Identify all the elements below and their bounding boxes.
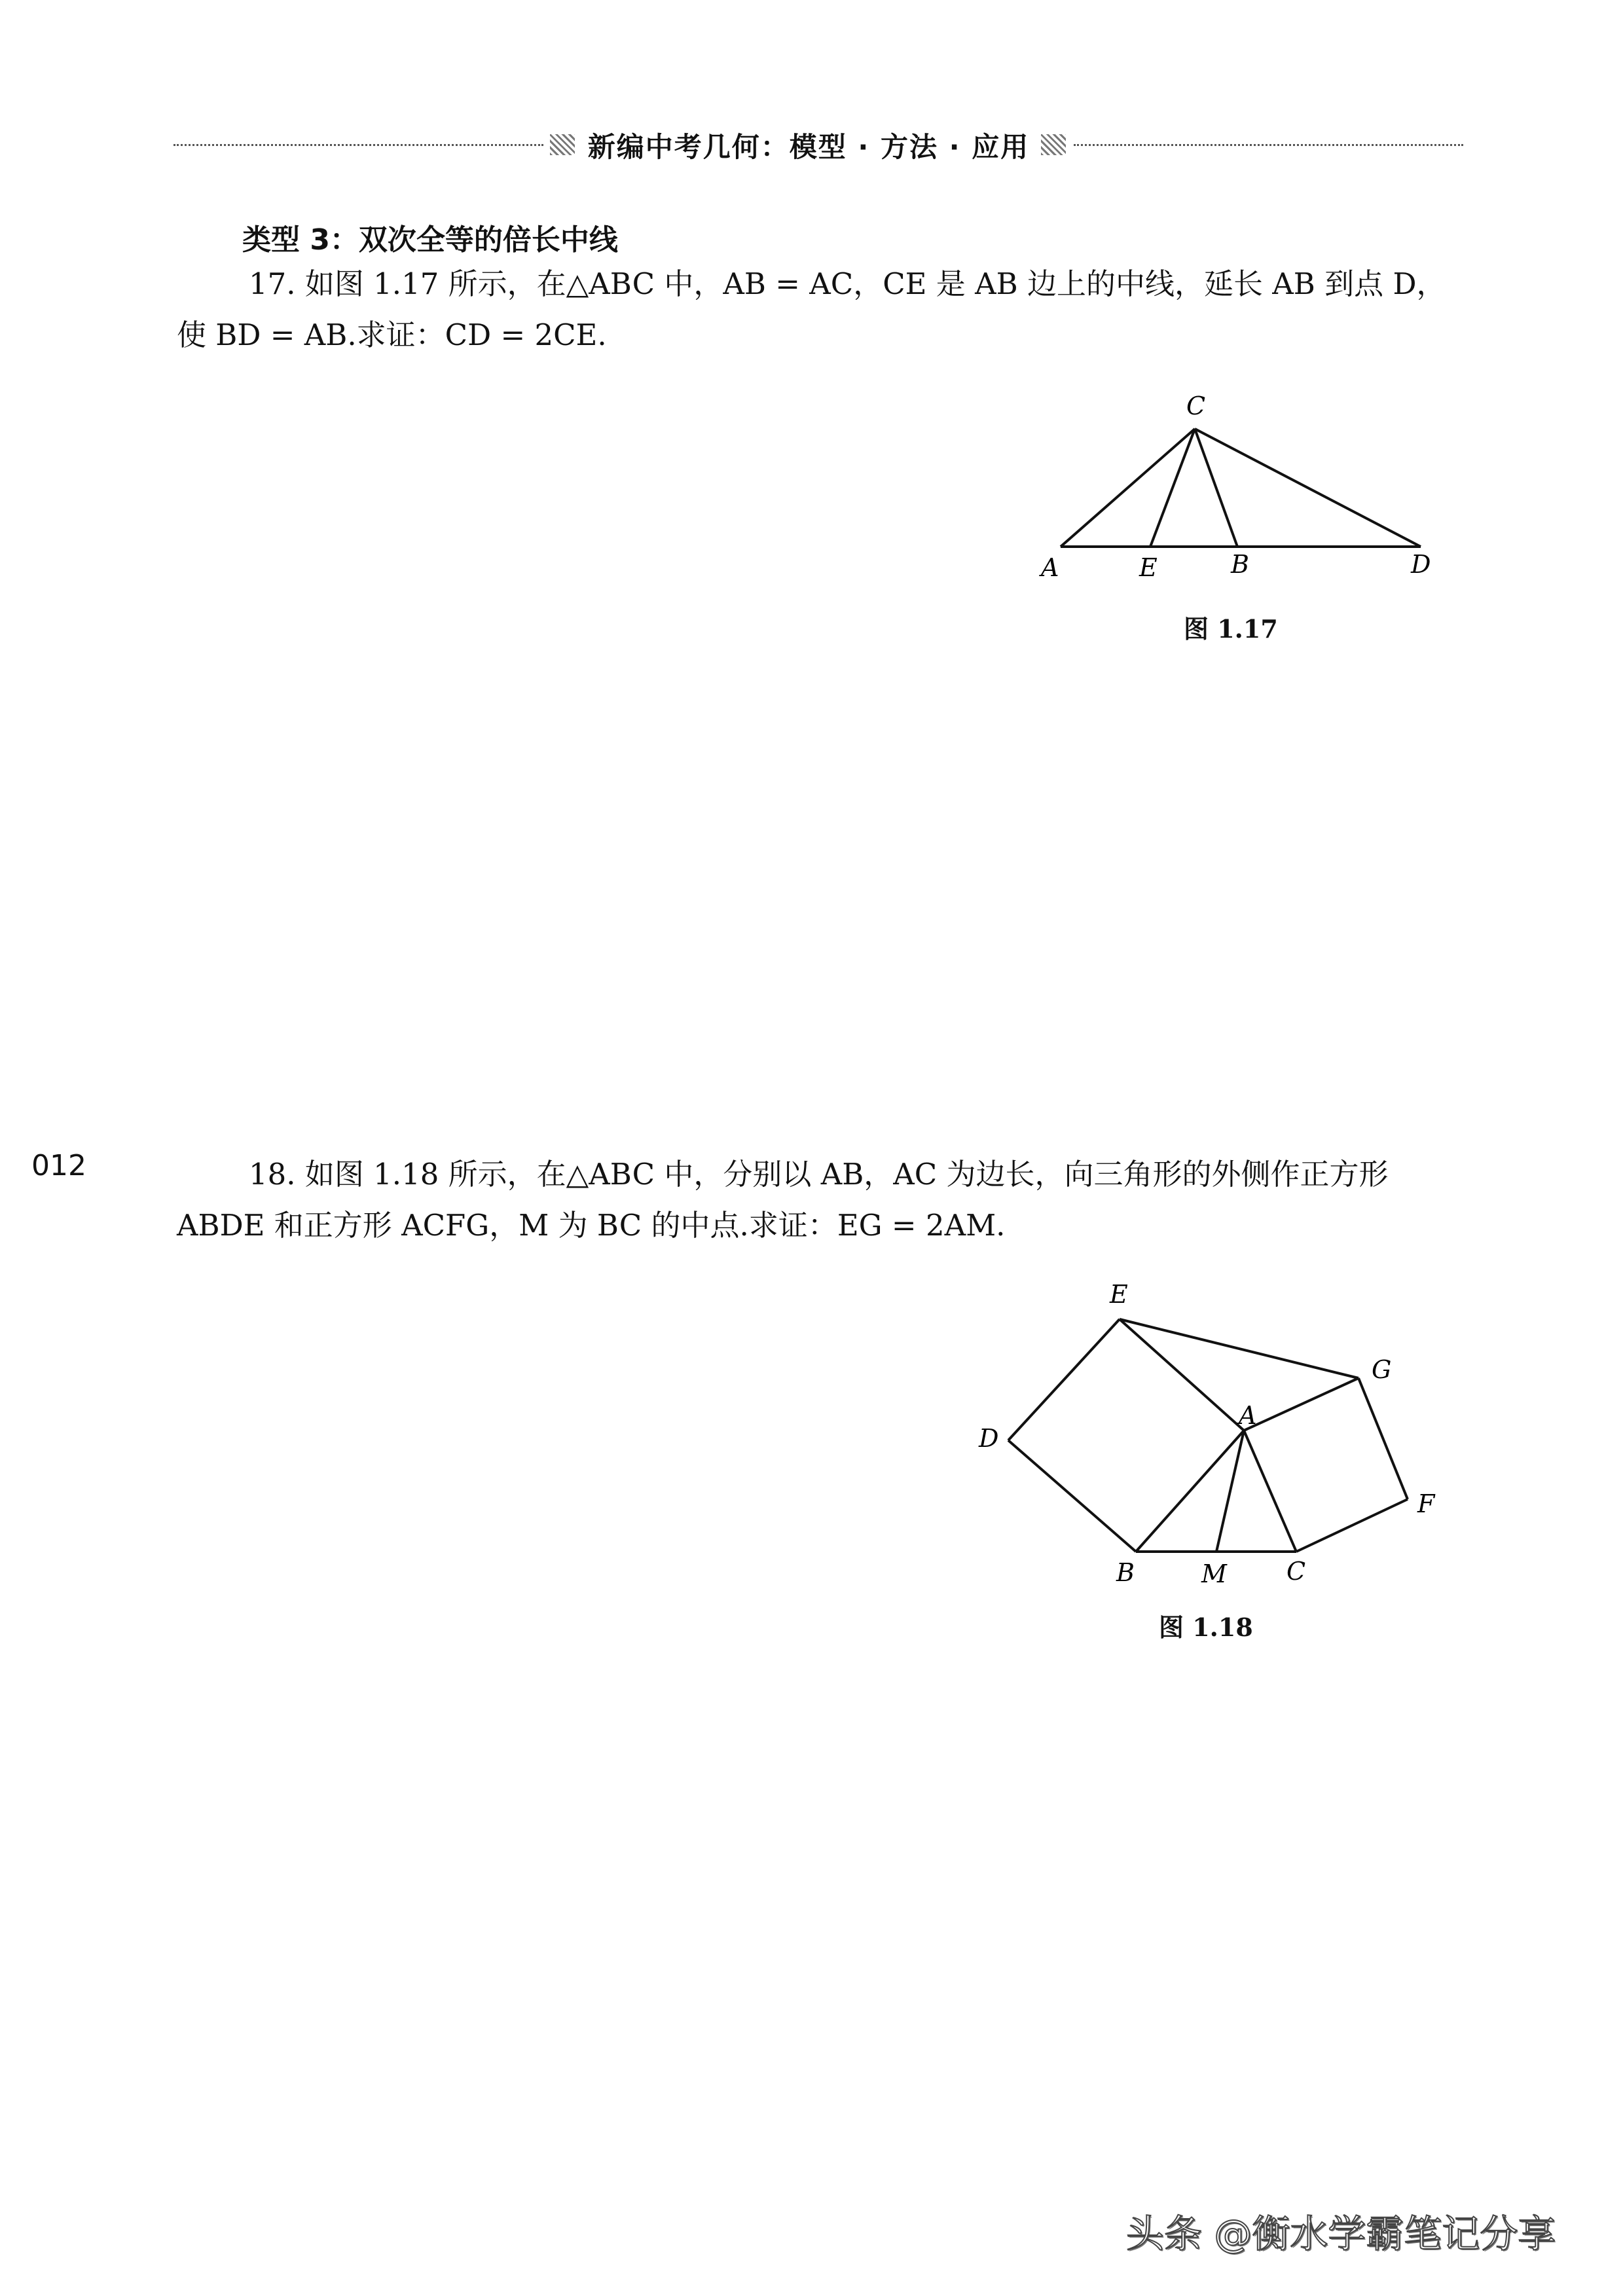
segment-CA bbox=[1061, 429, 1195, 547]
segment-FC bbox=[1296, 1499, 1408, 1552]
segment-GF bbox=[1359, 1378, 1408, 1499]
label-D: D bbox=[979, 1424, 999, 1453]
figure-1-18-caption: 图 1.18 bbox=[1159, 1613, 1253, 1642]
problem-18 bbox=[177, 1149, 1470, 1251]
label-F: F bbox=[1417, 1489, 1435, 1518]
problem-18-line-1: 18. 如图 1.18 所示，在△ABC 中，分别以 AB，AC 为边长，向三角形的外侧作正方形 bbox=[249, 1157, 1389, 1192]
label-D: D bbox=[1411, 550, 1431, 579]
header-ornament-left bbox=[550, 134, 575, 155]
segment-CA bbox=[1244, 1430, 1296, 1552]
label-M: M bbox=[1201, 1559, 1227, 1588]
label-C: C bbox=[1286, 1557, 1306, 1586]
header-ornament-right bbox=[1041, 134, 1066, 155]
running-header bbox=[173, 124, 1463, 164]
label-G: G bbox=[1372, 1355, 1392, 1384]
header-title: 新编中考几何：模型 · 方法 · 应用 bbox=[587, 131, 1030, 163]
watermark: 头条 @衡水学霸笔记分享 bbox=[1126, 2212, 1556, 2256]
figure-1-17-caption: 图 1.17 bbox=[1184, 614, 1278, 644]
page-number: 012 bbox=[31, 1149, 86, 1182]
segment-AM bbox=[1216, 1430, 1244, 1552]
segment-BA bbox=[1136, 1430, 1244, 1552]
problem-18-line-2: ABDE 和正方形 ACFG，M 为 BC 的中点.求证：EG = 2AM. bbox=[177, 1208, 1006, 1243]
label-A: A bbox=[1239, 1401, 1257, 1430]
segment-EG bbox=[1120, 1319, 1359, 1378]
figure-1-18 bbox=[962, 1273, 1460, 1594]
label-E: E bbox=[1139, 553, 1158, 582]
label-E: E bbox=[1110, 1280, 1128, 1309]
segment-AE bbox=[1120, 1319, 1244, 1430]
label-B: B bbox=[1116, 1558, 1135, 1587]
problem-17-line-2: 使 BD = AB.求证：CD = 2CE. bbox=[177, 318, 607, 352]
segment-ED bbox=[1008, 1319, 1120, 1440]
label-A: A bbox=[1041, 553, 1059, 582]
segment-CD bbox=[1195, 429, 1421, 547]
figure-1-18-diagram bbox=[962, 1273, 1460, 1594]
segment-DB bbox=[1008, 1440, 1136, 1552]
segment-CE bbox=[1150, 429, 1195, 547]
header-rule-right bbox=[1074, 144, 1463, 146]
figure-1-17 bbox=[1015, 386, 1460, 596]
label-B: B bbox=[1231, 550, 1249, 579]
segment-AG bbox=[1244, 1378, 1359, 1430]
figure-1-17-diagram bbox=[1015, 386, 1460, 596]
header-rule-left bbox=[173, 144, 543, 146]
problem-17-line-1: 17. 如图 1.17 所示，在△ABC 中，AB = AC，CE 是 AB 边上的中线，延长 AB 到点 D， bbox=[249, 266, 1446, 301]
section-title: 类型 3：双次全等的倍长中线 bbox=[242, 223, 618, 257]
label-C: C bbox=[1186, 392, 1206, 420]
problem-17 bbox=[177, 259, 1470, 361]
